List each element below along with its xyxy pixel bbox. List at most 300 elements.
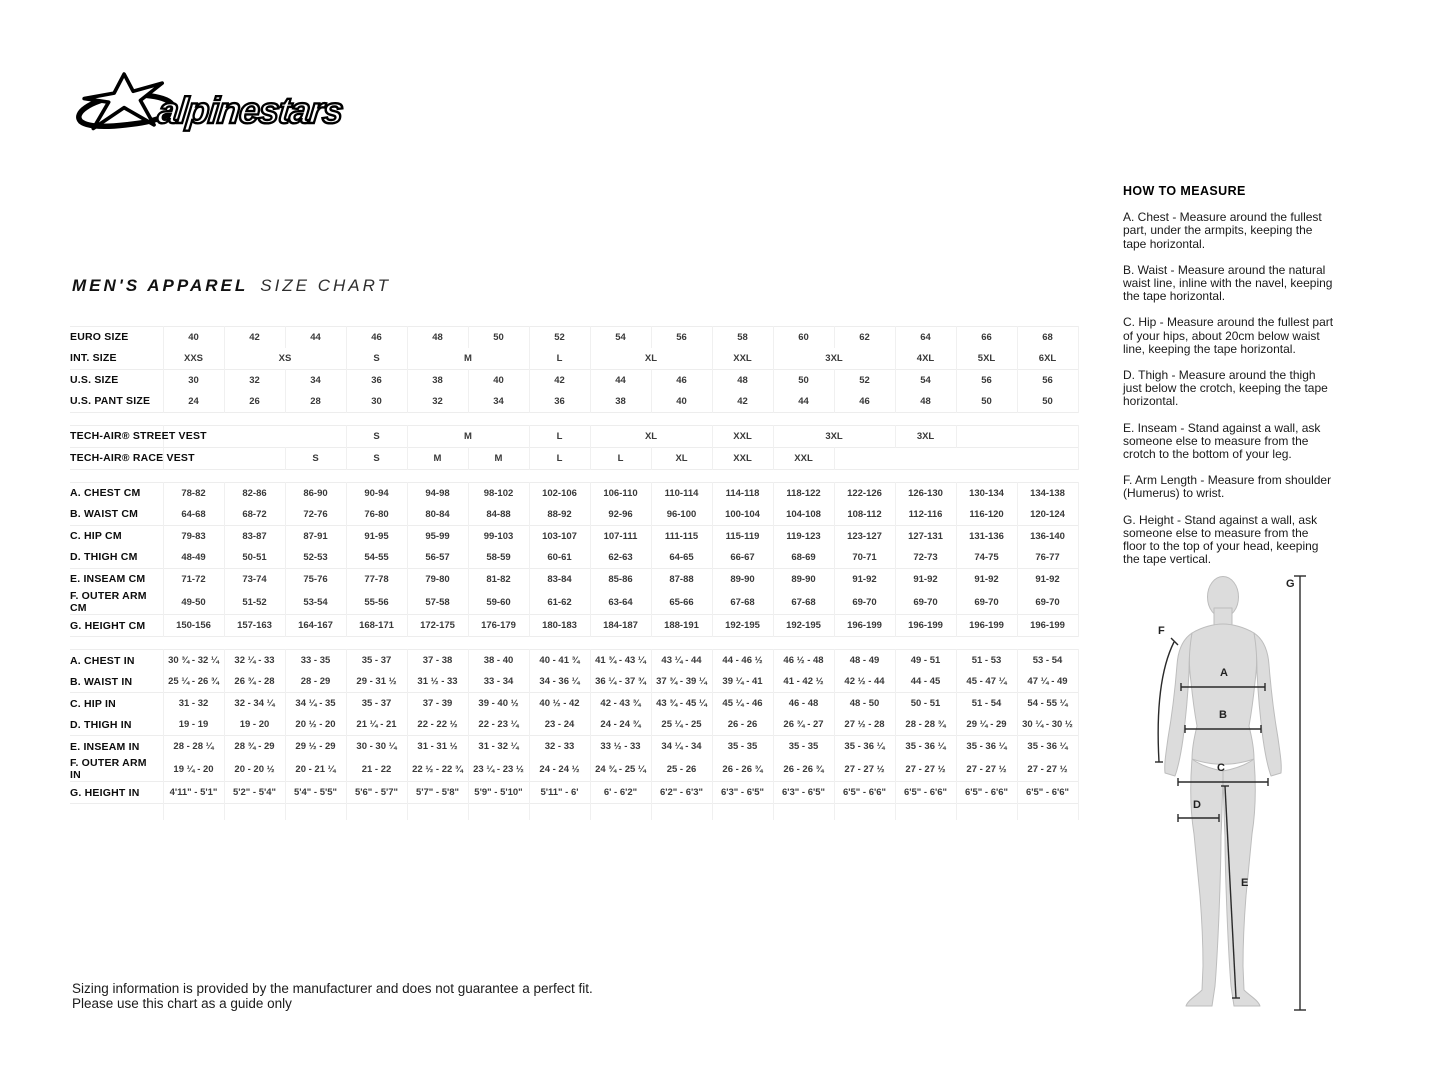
- empty-cell: [834, 804, 895, 821]
- measure-item-arm: F. Arm Length - Measure from shoulder (Humerus) to wrist.: [1123, 473, 1332, 501]
- size-cell: 40 ½ - 42: [529, 693, 590, 715]
- size-cell: 40: [163, 327, 224, 349]
- size-cell: 50: [468, 327, 529, 349]
- size-cell: 176-179: [468, 615, 529, 637]
- size-cell: 35 - 35: [773, 736, 834, 758]
- size-cell: 78-82: [163, 483, 224, 505]
- size-cell: 65-66: [651, 590, 712, 615]
- size-cell: 30: [346, 391, 407, 413]
- size-cell: 31 - 31 ½: [407, 736, 468, 758]
- size-cell: XXL: [712, 348, 773, 370]
- size-cell: 27 - 27 ½: [895, 757, 956, 782]
- row-label: B. WAIST IN: [70, 675, 133, 688]
- size-cell: 37 - 38: [407, 650, 468, 672]
- row-label: B. WAIST CM: [70, 508, 139, 521]
- empty-cell: [590, 804, 651, 821]
- size-cell: 48 - 50: [834, 693, 895, 715]
- size-cell: 38 - 40: [468, 650, 529, 672]
- size-cell: 6'5" - 6'6": [1017, 782, 1078, 804]
- size-cell: 192-195: [773, 615, 834, 637]
- size-cell: 122-126: [834, 483, 895, 505]
- size-cell: 28 - 28 ¾: [895, 714, 956, 736]
- size-cell: 34 ¼ - 35: [285, 693, 346, 715]
- size-cell: M: [407, 426, 529, 448]
- size-cell: 104-108: [773, 504, 834, 526]
- size-cell: 5'11" - 6': [529, 782, 590, 804]
- size-cell: 168-171: [346, 615, 407, 637]
- size-cell: 116-120: [956, 504, 1017, 526]
- size-cell: 39 ¼ - 41: [712, 671, 773, 693]
- empty-cell: [712, 804, 773, 821]
- size-cell: 27 - 27 ½: [834, 757, 895, 782]
- size-cell: 42: [224, 327, 285, 349]
- size-cell: 196-199: [956, 615, 1017, 637]
- size-cell: 21 - 22: [346, 757, 407, 782]
- size-cell: 79-80: [407, 569, 468, 591]
- size-cell: 5'6" - 5'7": [346, 782, 407, 804]
- how-to-measure-title: HOW TO MEASURE: [1123, 184, 1246, 198]
- size-cell: 54: [590, 327, 651, 349]
- size-cell: XL: [651, 448, 712, 470]
- size-cell: 82-86: [224, 483, 285, 505]
- size-cell: 27 ½ - 28: [834, 714, 895, 736]
- size-cell: 80-84: [407, 504, 468, 526]
- size-cell: 164-167: [285, 615, 346, 637]
- size-cell: 19 ¼ - 20: [163, 757, 224, 782]
- empty-cell: [895, 804, 956, 821]
- size-cell: 61-62: [529, 590, 590, 615]
- size-cell: 45 ¼ - 46: [712, 693, 773, 715]
- size-cell: 26 - 26: [712, 714, 773, 736]
- size-cell: 91-92: [834, 569, 895, 591]
- row-label: EURO SIZE: [70, 331, 129, 344]
- size-cell: 51 - 54: [956, 693, 1017, 715]
- size-cell: 34: [285, 370, 346, 392]
- size-cell: M: [407, 348, 529, 370]
- size-cell: 127-131: [895, 526, 956, 548]
- size-cell: 74-75: [956, 547, 1017, 569]
- empty-cell: [224, 804, 285, 821]
- size-cell: 25 - 26: [651, 757, 712, 782]
- empty-cell: [346, 804, 407, 821]
- page-title: [72, 276, 391, 296]
- size-cell: 37 ¾ - 39 ¼: [651, 671, 712, 693]
- size-cell: 44 - 46 ½: [712, 650, 773, 672]
- size-cell: 58-59: [468, 547, 529, 569]
- size-cell: 4'11" - 5'1": [163, 782, 224, 804]
- size-cell: 34 ¼ - 34: [651, 736, 712, 758]
- size-cell: 50: [773, 370, 834, 392]
- row-label: A. CHEST IN: [70, 654, 135, 667]
- size-cell: S: [346, 448, 407, 470]
- size-chart-tables: [70, 326, 1078, 832]
- size-cell: 60-61: [529, 547, 590, 569]
- size-cell: 90-94: [346, 483, 407, 505]
- size-cell: 66-67: [712, 547, 773, 569]
- size-cell: 107-111: [590, 526, 651, 548]
- size-cell: L: [529, 448, 590, 470]
- size-cell: 26 - 26 ¾: [773, 757, 834, 782]
- size-cell: 44 - 45: [895, 671, 956, 693]
- empty-cell: [285, 804, 346, 821]
- size-cell: S: [346, 426, 407, 448]
- size-cell: L: [590, 448, 651, 470]
- size-cell: 28 - 29: [285, 671, 346, 693]
- size-cell: 96-100: [651, 504, 712, 526]
- size-cell: 33 - 35: [285, 650, 346, 672]
- size-cell: 58: [712, 327, 773, 349]
- row-label: [70, 804, 163, 821]
- size-cell: 32 ¼ - 33: [224, 650, 285, 672]
- size-cell: 35 - 35: [712, 736, 773, 758]
- size-cell: 42: [529, 370, 590, 392]
- empty-cell: [468, 804, 529, 821]
- row-label: F. OUTER ARM CM: [70, 590, 147, 615]
- size-cell: 196-199: [895, 615, 956, 637]
- size-cell: 123-127: [834, 526, 895, 548]
- size-cell: 31 ½ - 33: [407, 671, 468, 693]
- measure-item-hip: C. Hip - Measure around the fullest part of your hips, about 20cm below waist line, keeping the tape horizontal.: [1123, 315, 1334, 356]
- measure-line-height: [1294, 576, 1306, 1010]
- figure-label-waist: B: [1219, 709, 1227, 721]
- measure-item-waist: B. Waist - Measure around the natural waist line, inline with the navel, keeping the tape horizontal.: [1123, 262, 1333, 304]
- empty-cell: [529, 804, 590, 821]
- size-cell: 40 - 41 ¾: [529, 650, 590, 672]
- size-cell: 87-88: [651, 569, 712, 591]
- size-cell: 4XL: [895, 348, 956, 370]
- size-cell: 84-88: [468, 504, 529, 526]
- empty-cell: [407, 804, 468, 821]
- size-cell: 38: [407, 370, 468, 392]
- size-cell: 64-65: [651, 547, 712, 569]
- size-cell: 19 - 20: [224, 714, 285, 736]
- size-cell: 29 ½ - 29: [285, 736, 346, 758]
- size-cell: 42 - 43 ¾: [590, 693, 651, 715]
- size-cell: 157-163: [224, 615, 285, 637]
- size-cell: 68-69: [773, 547, 834, 569]
- size-cell: 52: [834, 370, 895, 392]
- size-cell: 25 ¼ - 25: [651, 714, 712, 736]
- size-cell: 39 - 40 ½: [468, 693, 529, 715]
- size-cell: 69-70: [895, 590, 956, 615]
- row-label: D. THIGH IN: [70, 718, 132, 731]
- disclaimer-line-2: Please use this chart as a guide only: [72, 996, 292, 1011]
- size-cell: 24 ¾ - 25 ¼: [590, 757, 651, 782]
- size-cell: 33 ½ - 33: [590, 736, 651, 758]
- size-cell: 126-130: [895, 483, 956, 505]
- size-cell: 56-57: [407, 547, 468, 569]
- size-cell: 52-53: [285, 547, 346, 569]
- size-cell: XXS: [163, 348, 224, 370]
- page-title-main: MEN'S APPAREL: [72, 276, 249, 295]
- size-cell: 62: [834, 327, 895, 349]
- size-cell: 35 - 37: [346, 693, 407, 715]
- size-cell: 108-112: [834, 504, 895, 526]
- size-cell: 71-72: [163, 569, 224, 591]
- size-cell: 81-82: [468, 569, 529, 591]
- size-cell: 6'5" - 6'6": [834, 782, 895, 804]
- size-cell: 25 ¼ - 26 ¾: [163, 671, 224, 693]
- size-cell: 50: [956, 391, 1017, 413]
- size-cell: 100-104: [712, 504, 773, 526]
- figure-label-chest: A: [1220, 667, 1228, 679]
- size-cell: 67-68: [712, 590, 773, 615]
- size-cell: 23 - 24: [529, 714, 590, 736]
- size-cell: 56: [651, 327, 712, 349]
- size-cell: 26: [224, 391, 285, 413]
- size-cell: 34 - 36 ¼: [529, 671, 590, 693]
- size-cell: 32 - 33: [529, 736, 590, 758]
- size-cell: 20 - 20 ½: [224, 757, 285, 782]
- size-cell: 19 - 19: [163, 714, 224, 736]
- size-cell: 83-84: [529, 569, 590, 591]
- row-label: G. HEIGHT IN: [70, 786, 140, 799]
- size-cell: XL: [590, 426, 712, 448]
- size-cell: 44: [285, 327, 346, 349]
- size-cell: 5'4" - 5'5": [285, 782, 346, 804]
- size-cell: M: [407, 448, 468, 470]
- size-cell: 91-95: [346, 526, 407, 548]
- row-label: A. CHEST CM: [70, 487, 141, 500]
- size-cell: 6'3" - 6'5": [773, 782, 834, 804]
- size-cell: 48 - 49: [834, 650, 895, 672]
- size-cell: 22 - 23 ¼: [468, 714, 529, 736]
- size-cell: 83-87: [224, 526, 285, 548]
- size-cell: 43 ¼ - 44: [651, 650, 712, 672]
- size-cell: XXL: [712, 448, 773, 470]
- size-cell: 87-91: [285, 526, 346, 548]
- table-sizes: [70, 326, 1079, 413]
- size-cell: 24: [163, 391, 224, 413]
- size-cell: 26 ¾ - 28: [224, 671, 285, 693]
- size-cell: 51 - 53: [956, 650, 1017, 672]
- figure-label-thigh: D: [1193, 799, 1201, 811]
- size-cell: 57-58: [407, 590, 468, 615]
- size-cell: 41 - 42 ½: [773, 671, 834, 693]
- size-cell: 118-122: [773, 483, 834, 505]
- size-cell: 30 - 30 ¼: [346, 736, 407, 758]
- size-cell: 5'9" - 5'10": [468, 782, 529, 804]
- size-cell: 50: [1017, 391, 1078, 413]
- size-cell: 31 - 32: [163, 693, 224, 715]
- table-measurements-cm: [70, 482, 1079, 637]
- size-cell: 54: [895, 370, 956, 392]
- empty-cell: [1017, 804, 1078, 821]
- size-cell: 73-74: [224, 569, 285, 591]
- row-label: G. HEIGHT CM: [70, 619, 146, 632]
- size-cell: 56: [1017, 370, 1078, 392]
- page-title-sub: SIZE CHART: [260, 276, 391, 295]
- size-cell: 35 - 37: [346, 650, 407, 672]
- size-cell: 103-107: [529, 526, 590, 548]
- size-cell: 119-123: [773, 526, 834, 548]
- size-cell: 89-90: [773, 569, 834, 591]
- size-cell: 52: [529, 327, 590, 349]
- size-cell: 27 - 27 ½: [956, 757, 1017, 782]
- size-cell: 44: [773, 391, 834, 413]
- size-cell: 3XL: [773, 426, 895, 448]
- row-label: C. HIP IN: [70, 697, 116, 710]
- size-cell: 49-50: [163, 590, 224, 615]
- size-cell: 46: [346, 327, 407, 349]
- size-cell: 22 - 22 ½: [407, 714, 468, 736]
- size-cell: 68-72: [224, 504, 285, 526]
- size-cell: L: [529, 426, 590, 448]
- size-cell: 102-106: [529, 483, 590, 505]
- size-cell: 188-191: [651, 615, 712, 637]
- size-cell: 55-56: [346, 590, 407, 615]
- size-cell: 53 - 54: [1017, 650, 1078, 672]
- size-cell: 5'7" - 5'8": [407, 782, 468, 804]
- size-cell: 75-76: [285, 569, 346, 591]
- size-cell: 35 - 36 ¼: [895, 736, 956, 758]
- size-cell: XXL: [712, 426, 773, 448]
- size-cell: 24 - 24 ¾: [590, 714, 651, 736]
- measure-item-height: G. Height - Stand against a wall, ask someone else to measure from the floor to the top of your head, keeping the tape vertical.: [1123, 512, 1319, 567]
- size-cell: XS: [224, 348, 346, 370]
- size-cell: 106-110: [590, 483, 651, 505]
- row-label: E. INSEAM IN: [70, 740, 140, 753]
- size-cell: 36: [346, 370, 407, 392]
- row-label: E. INSEAM CM: [70, 573, 146, 586]
- size-cell: 41 ¾ - 43 ¼: [590, 650, 651, 672]
- figure-label-hip: C: [1217, 762, 1225, 774]
- row-label: INT. SIZE: [70, 352, 117, 365]
- size-cell: 33 - 34: [468, 671, 529, 693]
- size-cell: 180-183: [529, 615, 590, 637]
- size-cell: 111-115: [651, 526, 712, 548]
- size-cell: 91-92: [1017, 569, 1078, 591]
- figure-label-height: G: [1286, 578, 1295, 590]
- size-cell: 130-134: [956, 483, 1017, 505]
- size-cell: 64-68: [163, 504, 224, 526]
- figure-label-inseam: E: [1241, 877, 1249, 889]
- size-cell: 6XL: [1017, 348, 1078, 370]
- measure-item-inseam: E. Inseam - Stand against a wall, ask someone else to measure from the crotch to the bottom of your leg.: [1123, 420, 1321, 462]
- size-cell: 64: [895, 327, 956, 349]
- size-cell: 69-70: [1017, 590, 1078, 615]
- empty-cell: [773, 804, 834, 821]
- size-cell: 192-195: [712, 615, 773, 637]
- size-cell: 114-118: [712, 483, 773, 505]
- disclaimer-line-1: Sizing information is provided by the manufacturer and does not guarantee a perfect fit.: [72, 981, 593, 996]
- size-cell: 120-124: [1017, 504, 1078, 526]
- size-cell: L: [529, 348, 590, 370]
- size-cell: 72-73: [895, 547, 956, 569]
- size-cell: 35 - 36 ¼: [956, 736, 1017, 758]
- size-cell: 36: [529, 391, 590, 413]
- size-cell: M: [468, 448, 529, 470]
- size-cell: 6'2" - 6'3": [651, 782, 712, 804]
- size-cell: 56: [956, 370, 1017, 392]
- size-cell: 32 - 34 ¼: [224, 693, 285, 715]
- size-cell: 28: [285, 391, 346, 413]
- size-cell: 196-199: [834, 615, 895, 637]
- size-cell: 48: [407, 327, 468, 349]
- size-cell: 24 - 24 ½: [529, 757, 590, 782]
- size-cell: 5'2" - 5'4": [224, 782, 285, 804]
- size-cell: 112-116: [895, 504, 956, 526]
- size-cell: 63-64: [590, 590, 651, 615]
- size-cell: XXL: [773, 448, 834, 470]
- row-label: TECH-AIR® STREET VEST: [70, 430, 207, 443]
- size-cell: 136-140: [1017, 526, 1078, 548]
- table-measurements-in: [70, 649, 1079, 820]
- size-cell: 53-54: [285, 590, 346, 615]
- size-cell: 51-52: [224, 590, 285, 615]
- size-cell: 32: [407, 391, 468, 413]
- row-label: U.S. PANT SIZE: [70, 395, 151, 408]
- size-cell: 31 - 32 ¼: [468, 736, 529, 758]
- measure-item-chest: A. Chest - Measure around the fullest part, under the armpits, keeping the tape horizontal.: [1123, 210, 1322, 251]
- alpinestars-wordmark: alpinestars: [155, 90, 345, 131]
- size-cell: 110-114: [651, 483, 712, 505]
- size-cell: 67-68: [773, 590, 834, 615]
- size-cell: 29 ¼ - 29: [956, 714, 1017, 736]
- size-cell: 115-119: [712, 526, 773, 548]
- size-cell: 99-103: [468, 526, 529, 548]
- size-cell: 6' - 6'2": [590, 782, 651, 804]
- size-cell: 54 - 55 ¼: [1017, 693, 1078, 715]
- row-label: C. HIP CM: [70, 530, 122, 543]
- size-cell: 43 ¾ - 45 ¼: [651, 693, 712, 715]
- empty-cell: [163, 804, 224, 821]
- size-cell: 35 - 36 ¼: [834, 736, 895, 758]
- size-cell: 89-90: [712, 569, 773, 591]
- empty-cell: [956, 804, 1017, 821]
- size-cell: 68: [1017, 327, 1078, 349]
- size-cell: 30: [163, 370, 224, 392]
- size-cell: 66: [956, 327, 1017, 349]
- size-cell: 76-80: [346, 504, 407, 526]
- size-cell: 85-86: [590, 569, 651, 591]
- row-label: U.S. SIZE: [70, 374, 119, 387]
- size-cell: 47 ¼ - 49: [1017, 671, 1078, 693]
- size-cell: 34: [468, 391, 529, 413]
- size-cell: 44: [590, 370, 651, 392]
- size-cell: 29 - 31 ½: [346, 671, 407, 693]
- how-to-measure-section: [1123, 185, 1335, 579]
- size-cell: 54-55: [346, 547, 407, 569]
- size-cell: 36 ¼ - 37 ¾: [590, 671, 651, 693]
- size-cell: 21 ¼ - 21: [346, 714, 407, 736]
- size-cell: 20 - 21 ¼: [285, 757, 346, 782]
- size-cell: 35 - 36 ¼: [1017, 736, 1078, 758]
- size-cell: 6'5" - 6'6": [956, 782, 1017, 804]
- size-cell: 42 ½ - 44: [834, 671, 895, 693]
- size-cell: 48: [895, 391, 956, 413]
- table-tech-air: [70, 425, 1079, 470]
- size-cell: 40: [468, 370, 529, 392]
- disclaimer: [72, 981, 593, 1011]
- size-cell: 28 ¾ - 29: [224, 736, 285, 758]
- body-measurement-diagram: [1128, 566, 1323, 1016]
- size-cell: 134-138: [1017, 483, 1078, 505]
- figure-silhouette: [1165, 577, 1282, 1007]
- size-cell: 46: [651, 370, 712, 392]
- size-cell: 48-49: [163, 547, 224, 569]
- size-cell: 184-187: [590, 615, 651, 637]
- size-cell: 91-92: [956, 569, 1017, 591]
- size-cell: 86-90: [285, 483, 346, 505]
- size-cell: 6'3" - 6'5": [712, 782, 773, 804]
- size-cell: 3XL: [895, 426, 956, 448]
- size-cell: XL: [590, 348, 712, 370]
- size-cell: 46: [834, 391, 895, 413]
- size-cell: 98-102: [468, 483, 529, 505]
- size-cell: 150-156: [163, 615, 224, 637]
- size-cell: 46 ½ - 48: [773, 650, 834, 672]
